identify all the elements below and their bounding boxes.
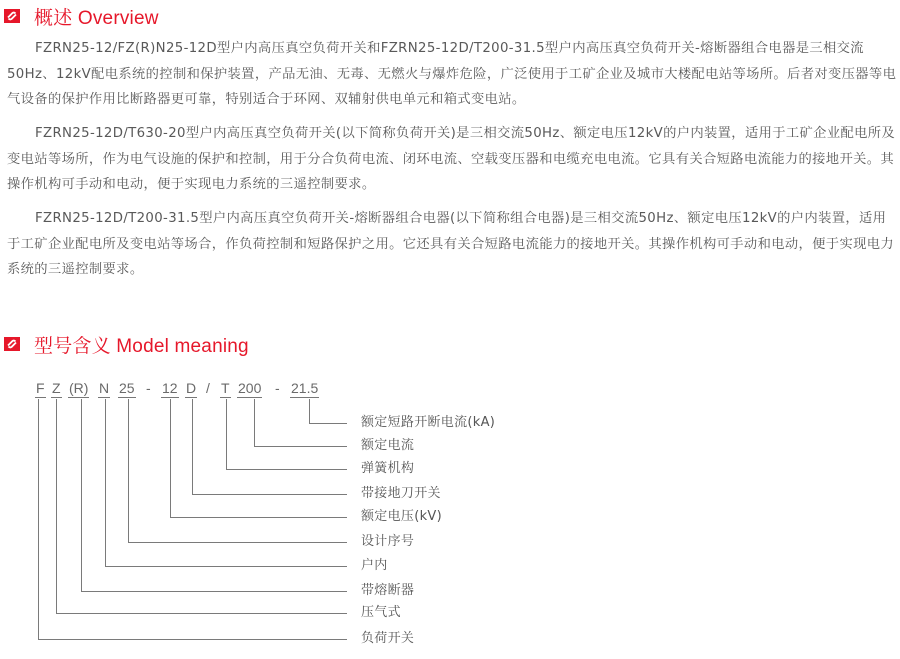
overview-paragraph-1-text: FZRN25-12/FZ(R)N25-12D型户内高压真空负荷开关和FZRN25-12D/T200-31.5型户内高压真空负荷开关-熔断器组合电器是三相交流50Hz、12kV配电系统的控制和保护装置，产品无油、无毒、无燃火与爆炸危险，广泛使用于工矿企业及城市大楼配电站等场所。后者对变压器等电气设备的保护作用比断路器更可靠，特别适合于环网、双辅射供电单元和箱式变电站。 xyxy=(7,41,897,107)
code-part-21-5: 21.5 xyxy=(291,380,319,396)
label-pneumatic-type: 压气式 xyxy=(361,605,401,620)
code-part-200: 200 xyxy=(238,380,262,396)
label-with-earthing-switch: 带接地刀开关 xyxy=(361,486,441,501)
overview-paragraph-3-text: FZRN25-12D/T200-31.5型户内高压真空负荷开关-熔断器组合电器(以下简称组合电器)是三相交流50Hz、额定电压12kV的户内装置，适用于工矿企业配电所及变电站等场合，作负荷控制和短路保护之用。它还具有关合短路电流能力的接地开关。其操作机构可手动和电动，便于实现电力系统的三遥控制要求。 xyxy=(7,211,895,277)
label-with-fuse: 带熔断器 xyxy=(361,583,415,598)
code-separator-dash: - xyxy=(146,380,151,396)
overview-paragraph-2-text: FZRN25-12D/T630-20型户内高压真空负荷开关(以下简称负荷开关)是三相交流50Hz、额定电压12kV的户内装置，适用于工矿企业配电所及变电站等场所，作为电气设施的保护和控制，用于分合负荷电流、闭环电流、空载变压器和电缆充电电流。它具有关合短路电流能力的接地开关。其操作机构可手动和电动，便于实现电力系统的三遥控制要求。 xyxy=(7,126,896,192)
model-title: 型号含义 Model meaning xyxy=(34,335,249,357)
code-part-f: F xyxy=(36,380,45,396)
code-separator-slash: / xyxy=(206,380,210,396)
code-part-25: 25 xyxy=(119,380,135,396)
code-part-n: N xyxy=(99,380,110,396)
label-rated-voltage: 额定电压(kV) xyxy=(361,509,442,524)
label-spring-mechanism: 弹簧机构 xyxy=(361,461,415,476)
label-design-serial: 设计序号 xyxy=(361,534,415,549)
code-part-r: (R) xyxy=(69,380,89,396)
code-part-d: D xyxy=(186,380,197,396)
code-part-t: T xyxy=(221,380,230,396)
overview-title: 概述 Overview xyxy=(34,7,159,29)
code-part-z: Z xyxy=(52,380,61,396)
label-indoor: 户内 xyxy=(361,558,388,573)
label-rated-short-circuit-breaking-current: 额定短路开断电流(kA) xyxy=(361,415,496,430)
label-load-switch: 负荷开关 xyxy=(361,631,415,646)
code-separator-dash-2: - xyxy=(275,380,280,396)
code-part-12: 12 xyxy=(162,380,178,396)
label-rated-current: 额定电流 xyxy=(361,438,415,453)
